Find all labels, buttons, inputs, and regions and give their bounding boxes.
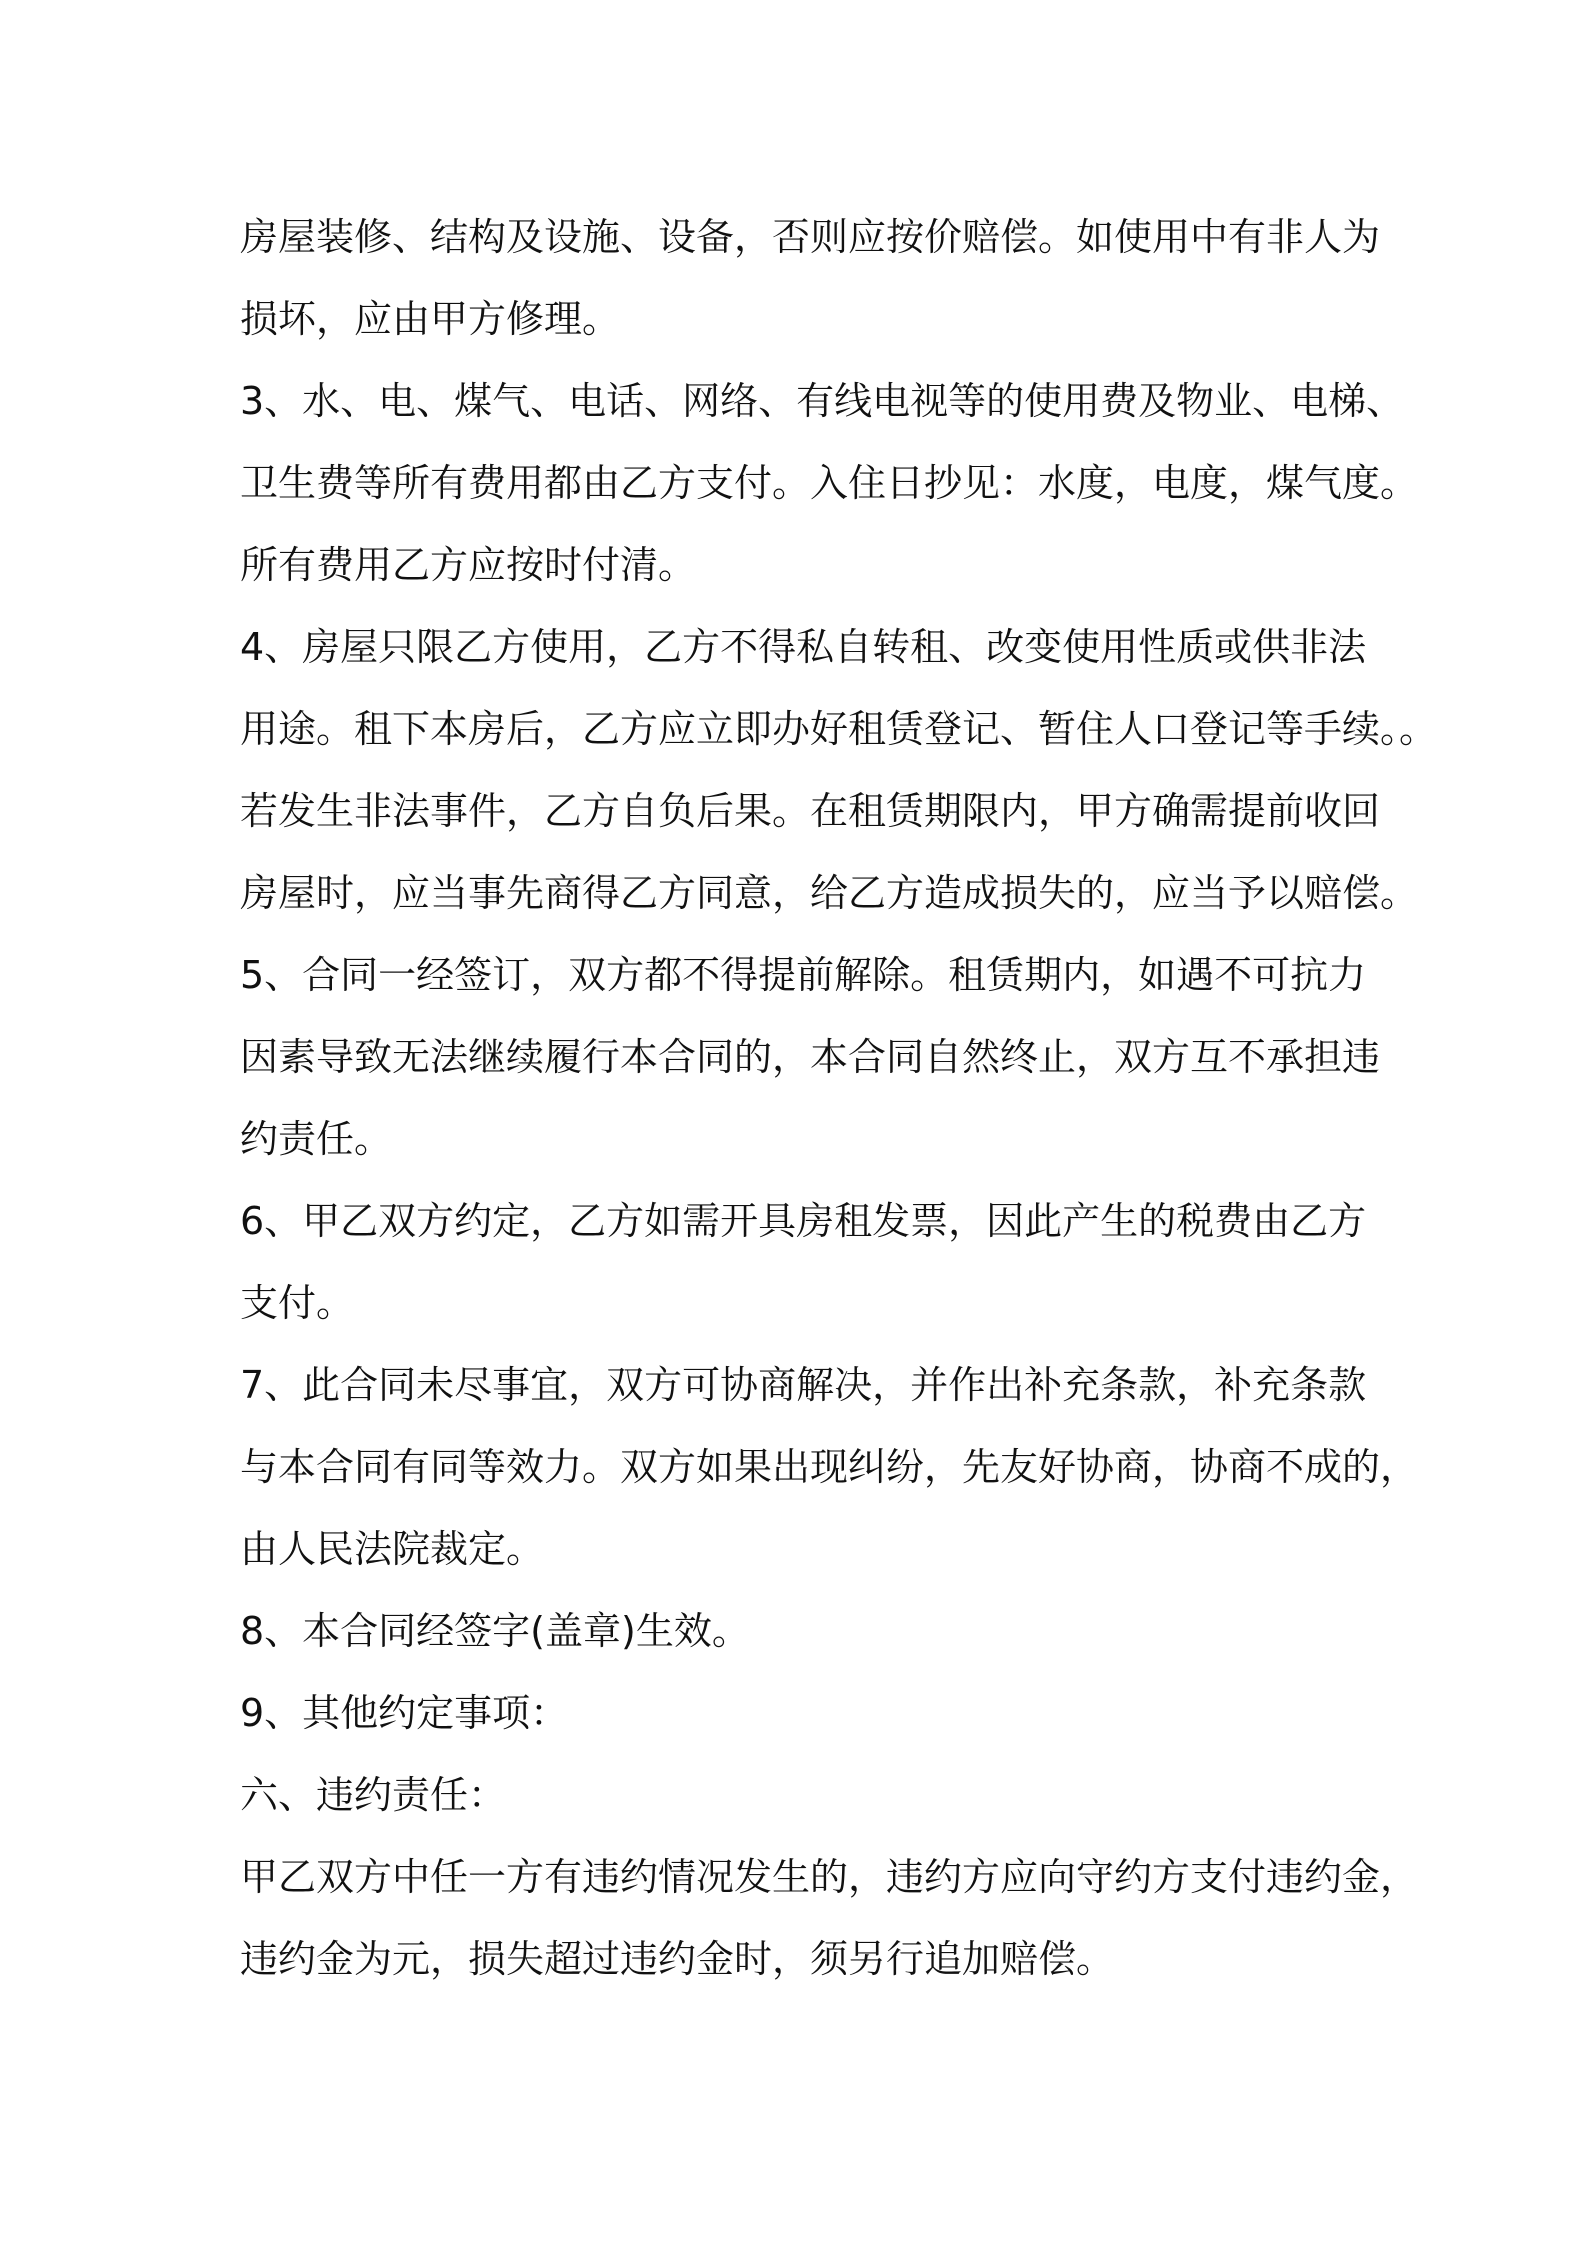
text-line: 卫生费等所有费用都由乙方支付。入住日抄见：水度，电度，煤气度。 [240,461,1419,505]
text-line: 约责任。 [240,1117,393,1161]
text-line: 8、本合同经签字(盖章)生效。 [240,1609,750,1653]
text-line: 若发生非法事件，乙方自负后果。在租赁期限内，甲方确需提前收回 [240,789,1381,833]
text-line: 4、房屋只限乙方使用，乙方不得私自转租、改变使用性质或供非法 [240,625,1367,669]
document-body [240,196,1438,2000]
text-line: 房屋时，应当事先商得乙方同意，给乙方造成损失的，应当予以赔偿。 [240,871,1419,915]
text-line: 6、甲乙双方约定，乙方如需开具房租发票，因此产生的税费由乙方 [240,1199,1367,1243]
text-line: 违约金为元，损失超过违约金时，须另行追加赔偿。 [240,1937,1115,1981]
text-line: 因素导致无法继续履行本合同的，本合同自然终止，双方互不承担违 [240,1035,1381,1079]
text-line: 损坏，应由甲方修理。 [240,297,621,341]
text-line: 所有费用乙方应按时付清。 [240,543,697,587]
text-line: 与本合同有同等效力。双方如果出现纠纷，先友好协商，协商不成的， [240,1445,1419,1489]
text-line: 六、违约责任： [240,1773,507,1817]
text-line: 3、水、电、煤气、电话、网络、有线电视等的使用费及物业、电梯、 [240,379,1405,423]
text-line: 房屋装修、结构及设施、设备，否则应按价赔偿。如使用中有非人为 [240,215,1381,259]
text-line: 甲乙双方中任一方有违约情况发生的，违约方应向守约方支付违约金， [240,1855,1419,1899]
text-line: 9、其他约定事项： [240,1691,569,1735]
text-line: 用途。租下本房后，乙方应立即办好租赁登记、暂住人口登记等手续。。 [240,707,1438,751]
text-line: 支付。 [240,1281,355,1325]
text-line: 由人民法院裁定。 [240,1527,545,1571]
text-line: 7、此合同未尽事宜，双方可协商解决，并作出补充条款，补充条款 [240,1363,1367,1407]
text-line: 5、合同一经签订，双方都不得提前解除。租赁期内，如遇不可抗力 [240,953,1367,997]
